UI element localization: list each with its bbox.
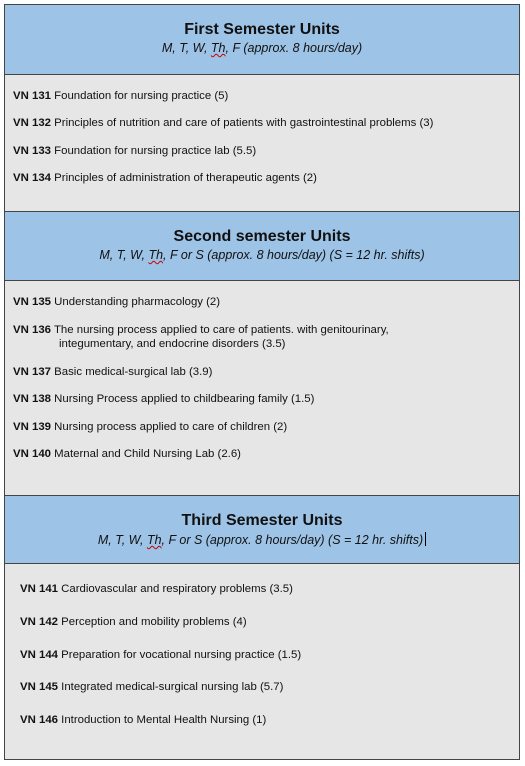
course-item: VN 139 Nursing process applied to care of children (2) [13,421,288,433]
section-title: First Semester Units [184,21,340,38]
section-header-third-semester [5,495,519,564]
course-item: VN 133 Foundation for nursing practice lab (5.5) [13,145,257,157]
section-header-second-semester [5,211,519,281]
course-item: VN 145 Integrated medical-surgical nursing lab (5.7) [20,681,284,693]
course-item: VN 138 Nursing Process applied to childbearing family (1.5) [13,393,315,405]
section-schedule: M, T, W, Th, F or S (approx. 8 hours/day) (S = 12 hr. shifts) [5,532,519,547]
section-body-third-semester [5,564,519,759]
section-body-second-semester [5,281,519,495]
section-schedule: M, T, W, Th, F or S (approx. 8 hours/day) (S = 12 hr. shifts) [99,248,425,262]
course-item: VN 141 Cardiovascular and respiratory problems (3.5) [20,583,293,595]
course-item-continuation: integumentary, and endocrine disorders (3.5) [59,338,286,350]
section-title: Second semester Units [173,228,351,245]
course-item: VN 131 Foundation for nursing practice (5) [13,90,229,102]
course-item: VN 144 Preparation for vocational nursing practice (1.5) [20,649,302,661]
section-schedule: M, T, W, Th, F (approx. 8 hours/day) [161,41,363,55]
course-item: VN 134 Principles of administration of therapeutic agents (2) [13,172,317,184]
course-item: VN 142 Perception and mobility problems (4) [20,616,247,628]
semester-units-table [4,4,520,760]
section-title: Third Semester Units [181,512,343,529]
course-item: VN 140 Maternal and Child Nursing Lab (2.6) [13,448,241,460]
course-item: VN 135 Understanding pharmacology (2) [13,296,221,308]
course-item: VN 146 Introduction to Mental Health Nursing (1) [20,714,267,726]
section-header-first-semester [5,4,519,75]
course-item: VN 132 Principles of nutrition and care of patients with gastrointestinal problems (3) [13,117,434,129]
course-item: VN 136 The nursing process applied to care of patients. with genitourinary, [13,324,389,336]
text-cursor [425,532,426,546]
course-item: VN 137 Basic medical-surgical lab (3.9) [13,366,213,378]
section-body-first-semester [5,75,519,213]
